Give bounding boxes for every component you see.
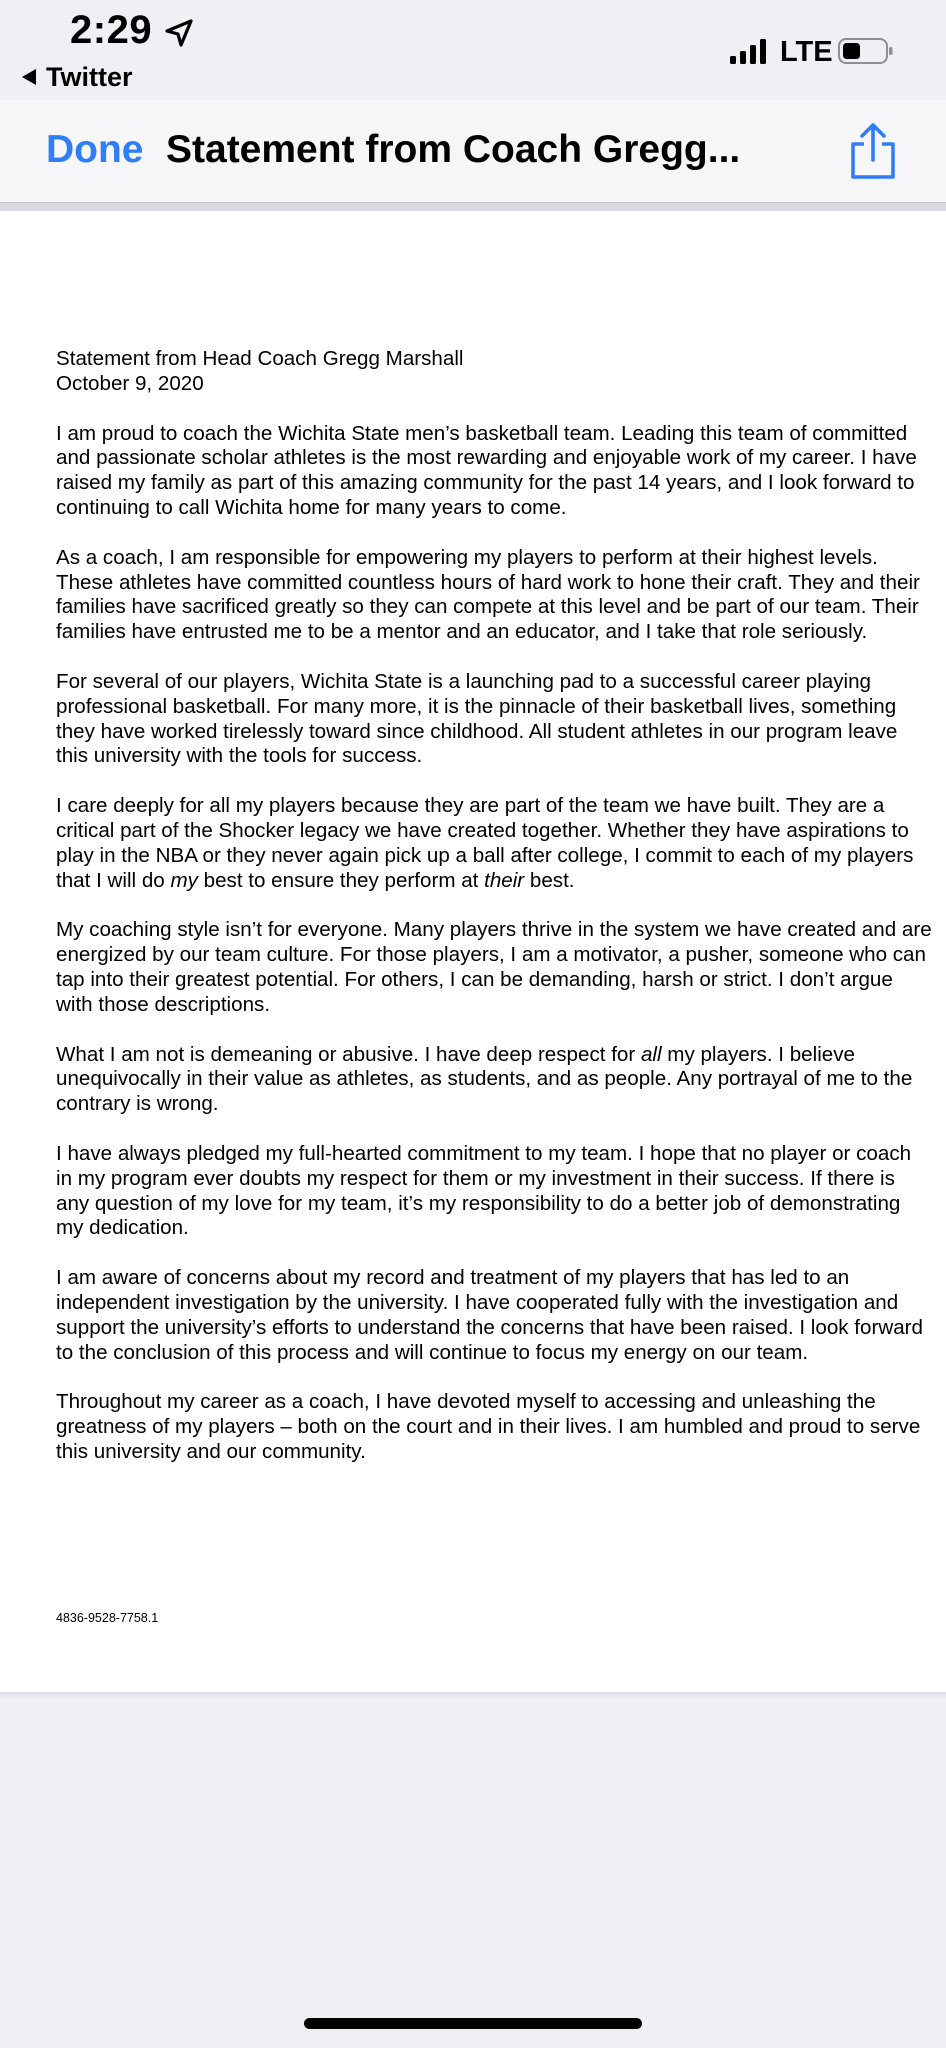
share-icon[interactable] — [846, 122, 900, 180]
text-run: Throughout my career as a coach, I have devoted myself to accessing and unleashing the — [56, 1390, 876, 1414]
paragraph-line — [56, 744, 936, 769]
battery-icon — [838, 37, 894, 65]
text-run: this university and our community. — [56, 1439, 366, 1463]
text-run: I care deeply for all my players because they are part of the team we have built. They are a — [56, 794, 885, 818]
emphasis-text: their — [484, 868, 525, 892]
text-run: families have sacrificed greatly so they can compete at this level and be part of our team. Their — [56, 595, 919, 619]
emphasis-text: my — [170, 868, 198, 892]
text-run: that I will do — [56, 868, 171, 892]
location-arrow-icon — [164, 18, 194, 48]
text-run: to the conclusion of this process and will continue to focus my energy on our team. — [56, 1340, 809, 1364]
document-id: 4836-9528-7758.1 — [56, 1611, 159, 1625]
home-indicator[interactable] — [304, 2018, 642, 2029]
paragraph-line — [56, 1266, 936, 1291]
text-run: I have always pledged my full-hearted commitment to my team. I hope that no player or coach — [56, 1141, 912, 1165]
text-run: energized by our team culture. For those players, I am a motivator, a pusher, someone who can — [56, 943, 926, 967]
paragraph-line — [56, 1440, 936, 1465]
text-run: contrary is wrong. — [56, 1092, 219, 1116]
paragraph-line — [56, 1192, 936, 1217]
text-run: tap into their greatest potential. For others, I can be demanding, harsh or strict. I don’t argue — [56, 967, 893, 991]
document-page[interactable] — [0, 211, 946, 1692]
paragraph-line — [56, 1291, 936, 1316]
back-triangle-icon — [22, 69, 36, 85]
text-run: I am aware of concerns about my record and treatment of my players that has led to an — [56, 1266, 850, 1290]
text-run: These athletes have committed countless hours of hard work to hone their craft. They and their — [56, 570, 920, 594]
paragraph-line — [56, 1341, 936, 1366]
text-run: greatness of my players – both on the court and in their lives. I am humbled and proud to serve — [56, 1415, 921, 1439]
text-run: best. — [524, 868, 575, 892]
document-body — [56, 347, 936, 1490]
paragraph — [56, 794, 936, 893]
paragraph-line — [56, 1092, 936, 1117]
status-time: 2:29 — [70, 8, 153, 52]
text-run: independent investigation by the university. I have cooperated fully with the investigation and — [56, 1290, 899, 1314]
text-run: My coaching style isn’t for everyone. Many players thrive in the system we have created and are — [56, 918, 932, 942]
text-run: As a coach, I am responsible for empowering my players to perform at their highest levels. — [56, 545, 878, 569]
paragraph-line — [56, 1316, 936, 1341]
text-run: What I am not is demeaning or abusive. I have deep respect for — [56, 1042, 641, 1066]
paragraph-line — [56, 1067, 936, 1092]
paragraph — [56, 1043, 936, 1117]
paragraph-line — [56, 869, 936, 894]
paragraph-line — [56, 422, 936, 447]
paragraph-line — [56, 993, 936, 1018]
text-run: best to ensure they perform at — [197, 868, 485, 892]
paragraph-line — [56, 1216, 936, 1241]
paragraph-line — [56, 620, 936, 645]
text-run: For several of our players, Wichita State is a launching pad to a successful career playing — [56, 669, 872, 693]
text-run: continuing to call Wichita home for many years to come. — [56, 495, 567, 519]
paragraph-line — [56, 471, 936, 496]
text-run: critical part of the Shocker legacy we have created together. Whether they have aspirations to — [56, 818, 909, 842]
paragraph-line — [56, 1390, 936, 1415]
paragraph-line — [56, 943, 936, 968]
text-run: any question of my love for my team, it’s my responsibility to do a better job of demonstrating — [56, 1191, 901, 1215]
paragraph-line — [56, 819, 936, 844]
paragraph-line — [56, 595, 936, 620]
statement-paragraphs — [56, 422, 936, 1465]
emphasis-text: all — [640, 1042, 662, 1066]
statement-date: October 9, 2020 — [56, 371, 204, 395]
text-run: I am proud to coach the Wichita State men’s basketball team. Leading this team of committed — [56, 421, 908, 445]
paragraph-line — [56, 918, 936, 943]
paragraph-line — [56, 571, 936, 596]
paragraph-line — [56, 695, 936, 720]
paragraph — [56, 422, 936, 521]
text-run: and passionate scholar athletes is the most rewarding and enjoyable work of my career. I have — [56, 446, 917, 470]
statement-title: Statement from Head Coach Gregg Marshall — [56, 347, 464, 370]
paragraph-line — [56, 844, 936, 869]
paragraph-line — [56, 794, 936, 819]
page-title: Statement from Coach Gregg... — [166, 128, 741, 171]
paragraph-line — [56, 446, 936, 471]
paragraph-line — [56, 546, 936, 571]
back-app-label: Twitter — [46, 62, 133, 92]
paragraph-line — [56, 968, 936, 993]
paragraph-line — [56, 1415, 936, 1440]
navigation-bar — [0, 100, 946, 202]
paragraph-line — [56, 1167, 936, 1192]
text-run: they have worked tirelessly toward since childhood. All student athletes in our program leave — [56, 719, 898, 743]
back-to-app-button[interactable] — [22, 62, 133, 93]
paragraph — [56, 1266, 936, 1365]
status-bar — [0, 0, 946, 100]
paragraph — [56, 918, 936, 1017]
text-run: support the university’s efforts to understand the concerns that have been raised. I look forward — [56, 1315, 923, 1339]
text-run: professional basketball. For many more, it is the pinnacle of their basketball lives, something — [56, 694, 897, 718]
paragraph — [56, 546, 936, 645]
text-run: unequivocally in their value as athletes, as students, and as people. Any portrayal of me to the — [56, 1067, 913, 1091]
nav-divider — [0, 202, 946, 211]
paragraph — [56, 1390, 936, 1464]
paragraph-line — [56, 1043, 936, 1068]
statement-heading — [56, 347, 936, 397]
paragraph-line — [56, 1142, 936, 1167]
paragraph — [56, 670, 936, 769]
done-button[interactable]: Done — [46, 128, 144, 171]
paragraph — [56, 1142, 936, 1241]
text-run: my players. I believe — [661, 1042, 855, 1066]
text-run: play in the NBA or they never again pick up a ball after college, I commit to each of my players — [56, 843, 914, 867]
text-run: raised my family as part of this amazing community for the past 14 years, and I look forward to — [56, 471, 915, 495]
text-run: my dedication. — [56, 1216, 189, 1240]
paragraph-line — [56, 670, 936, 695]
page-shadow — [0, 1692, 946, 1698]
text-run: families have entrusted me to be a mentor and an educator, and I take that role seriously. — [56, 620, 868, 644]
text-run: with those descriptions. — [56, 992, 271, 1016]
paragraph-line — [56, 720, 936, 745]
signal-bars-icon — [730, 38, 770, 66]
paragraph-line — [56, 496, 936, 521]
text-run: in my program ever doubts my respect for them or my investment in their success. If there is — [56, 1166, 895, 1190]
text-run: this university with the tools for success. — [56, 744, 423, 768]
network-type-label: LTE — [780, 36, 833, 68]
